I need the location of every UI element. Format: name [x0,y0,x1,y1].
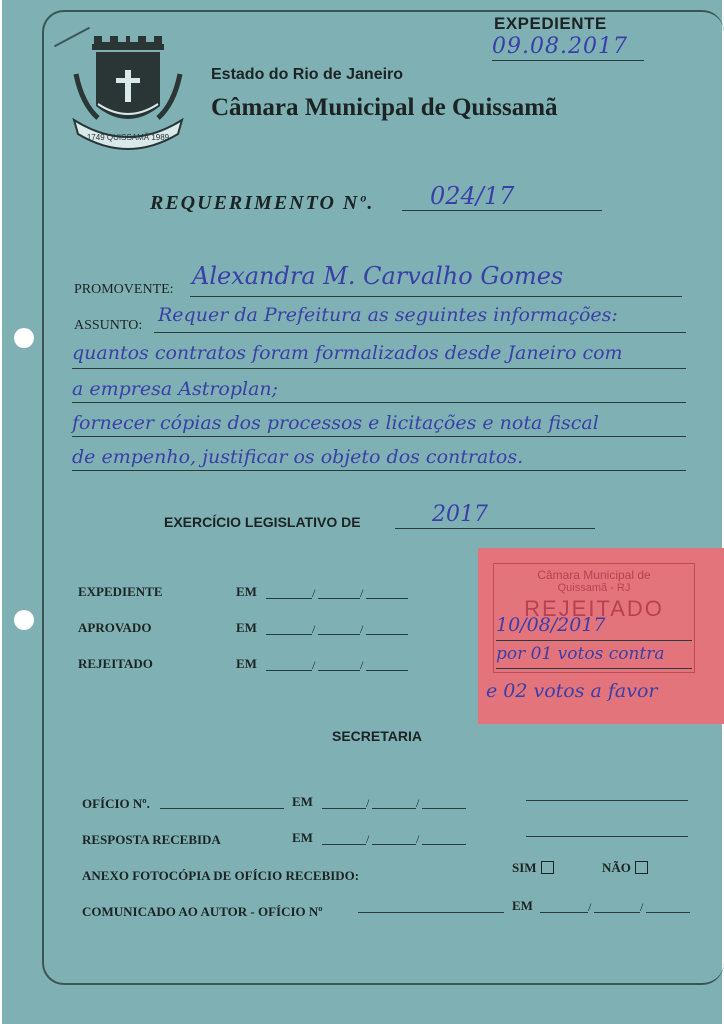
expediente-date-line [492,60,644,61]
oficio-label: OFÍCIO Nº. [82,796,150,811]
promovente-value: Alexandra M. Carvalho Gomes [192,262,564,290]
date-separator: / [588,900,592,914]
status-row-rejeitado [78,656,418,676]
promovente-line [190,296,682,297]
assunto-rule [72,470,686,471]
date-separator: / [360,586,364,600]
nao-option[interactable] [602,860,648,876]
secretaria-title: SECRETARIA [332,728,422,744]
expediente-header-label: EXPEDIENTE [494,14,607,33]
nao-label: NÃO [602,860,631,875]
exercicio-value: 2017 [432,502,488,527]
date-separator: / [360,658,364,672]
date-line [372,844,416,845]
status-em: EM [236,584,257,599]
anexo-label: ANEXO FOTOCÓPIA DE OFÍCIO RECEBIDO: [82,868,360,883]
expediente-date: 09.08.2017 [492,34,628,59]
stamp-status: REJEITADO [524,596,664,621]
date-line [318,598,360,599]
resposta-signature-line [526,836,688,837]
assunto-rule [72,402,686,403]
date-line [540,912,588,913]
punch-hole [14,328,34,348]
exercicio-label: EXERCÍCIO LEGISLATIVO DE [164,514,361,530]
stamp-votes-line [496,668,692,669]
date-line [322,808,366,809]
requerimento-line [402,210,602,211]
date-line [594,912,640,913]
date-line [266,598,312,599]
date-separator: / [366,796,370,810]
status-em: EM [236,656,257,671]
svg-text:1749 QUISSAMÃ 1989: 1749 QUISSAMÃ 1989 [86,133,170,142]
assunto-rule [72,368,686,369]
requerimento-label: REQUERIMENTO Nº. [150,192,375,214]
date-line [318,670,360,671]
date-separator: / [366,832,370,846]
date-separator: / [312,658,316,672]
punch-hole [14,610,34,630]
assunto-rule [154,332,686,333]
stamp-line-2: Quissamã - RJ [557,582,631,594]
comunicado-date [512,898,692,920]
stamp-votes-against: por 01 votos contra [496,644,665,664]
date-line [266,670,312,671]
date-line [366,670,408,671]
status-row-expediente [78,584,418,604]
status-label: REJEITADO [78,656,153,671]
exercicio-line [395,528,595,529]
status-em: EM [236,620,257,635]
assunto-line-5: de empenho, justificar os objeto dos contratos. [72,446,524,468]
date-line [372,808,416,809]
oficio-number-line [160,808,284,809]
sim-label: SIM [512,860,537,875]
assunto-line-4: fornecer cópias dos processos e licitações e nota fiscal [72,412,599,434]
date-line [422,844,466,845]
date-separator: / [312,586,316,600]
promovente-label: PROMOVENTE: [74,282,174,297]
date-line [646,912,690,913]
date-line [318,634,360,635]
date-line [366,634,408,635]
date-line [366,598,408,599]
assunto-line-3: a empresa Astroplan; [72,378,279,400]
oficio-em: EM [292,794,313,809]
resposta-row [82,830,502,852]
assunto-rule [72,436,686,437]
requerimento-number: 024/17 [430,182,515,210]
document-sheet [2,0,722,1024]
date-line [266,634,312,635]
sim-option[interactable] [512,860,554,876]
stamp-line-1: Câmara Municipal de [537,568,651,582]
date-separator: / [416,796,420,810]
resposta-label: RESPOSTA RECEBIDA [82,832,221,847]
assunto-line-1: Requer da Prefeitura as seguintes informações: [158,304,618,326]
date-line [322,844,366,845]
assunto-label: ASSUNTO: [74,318,143,333]
chamber-name: Câmara Municipal de Quissamã [211,94,558,121]
oficio-row [82,794,502,816]
stamp-date: 10/08/2017 [496,614,606,636]
status-row-aprovado [78,620,418,640]
date-separator: / [416,832,420,846]
state-name: Estado do Rio de Janeiro [211,66,404,83]
stamp-date-line [496,640,692,641]
resposta-em: EM [292,830,313,845]
status-label: EXPEDIENTE [78,584,163,599]
assunto-line-2: quantos contratos foram formalizados desde Janeiro com [72,342,623,364]
date-separator: / [640,900,644,914]
sim-checkbox[interactable] [541,861,554,874]
stamp-votes-for: e 02 votos a favor [486,680,658,702]
date-line [422,808,466,809]
coat-of-arms-emblem [68,34,188,156]
comunicado-label: COMUNICADO AO AUTOR - OFÍCIO Nº [82,904,323,919]
comunicado-number-line [358,912,504,913]
comunicado-em: EM [512,898,533,913]
status-label: APROVADO [78,620,152,635]
nao-checkbox[interactable] [635,861,648,874]
oficio-signature-line [526,800,688,801]
date-separator: / [360,622,364,636]
date-separator: / [312,622,316,636]
